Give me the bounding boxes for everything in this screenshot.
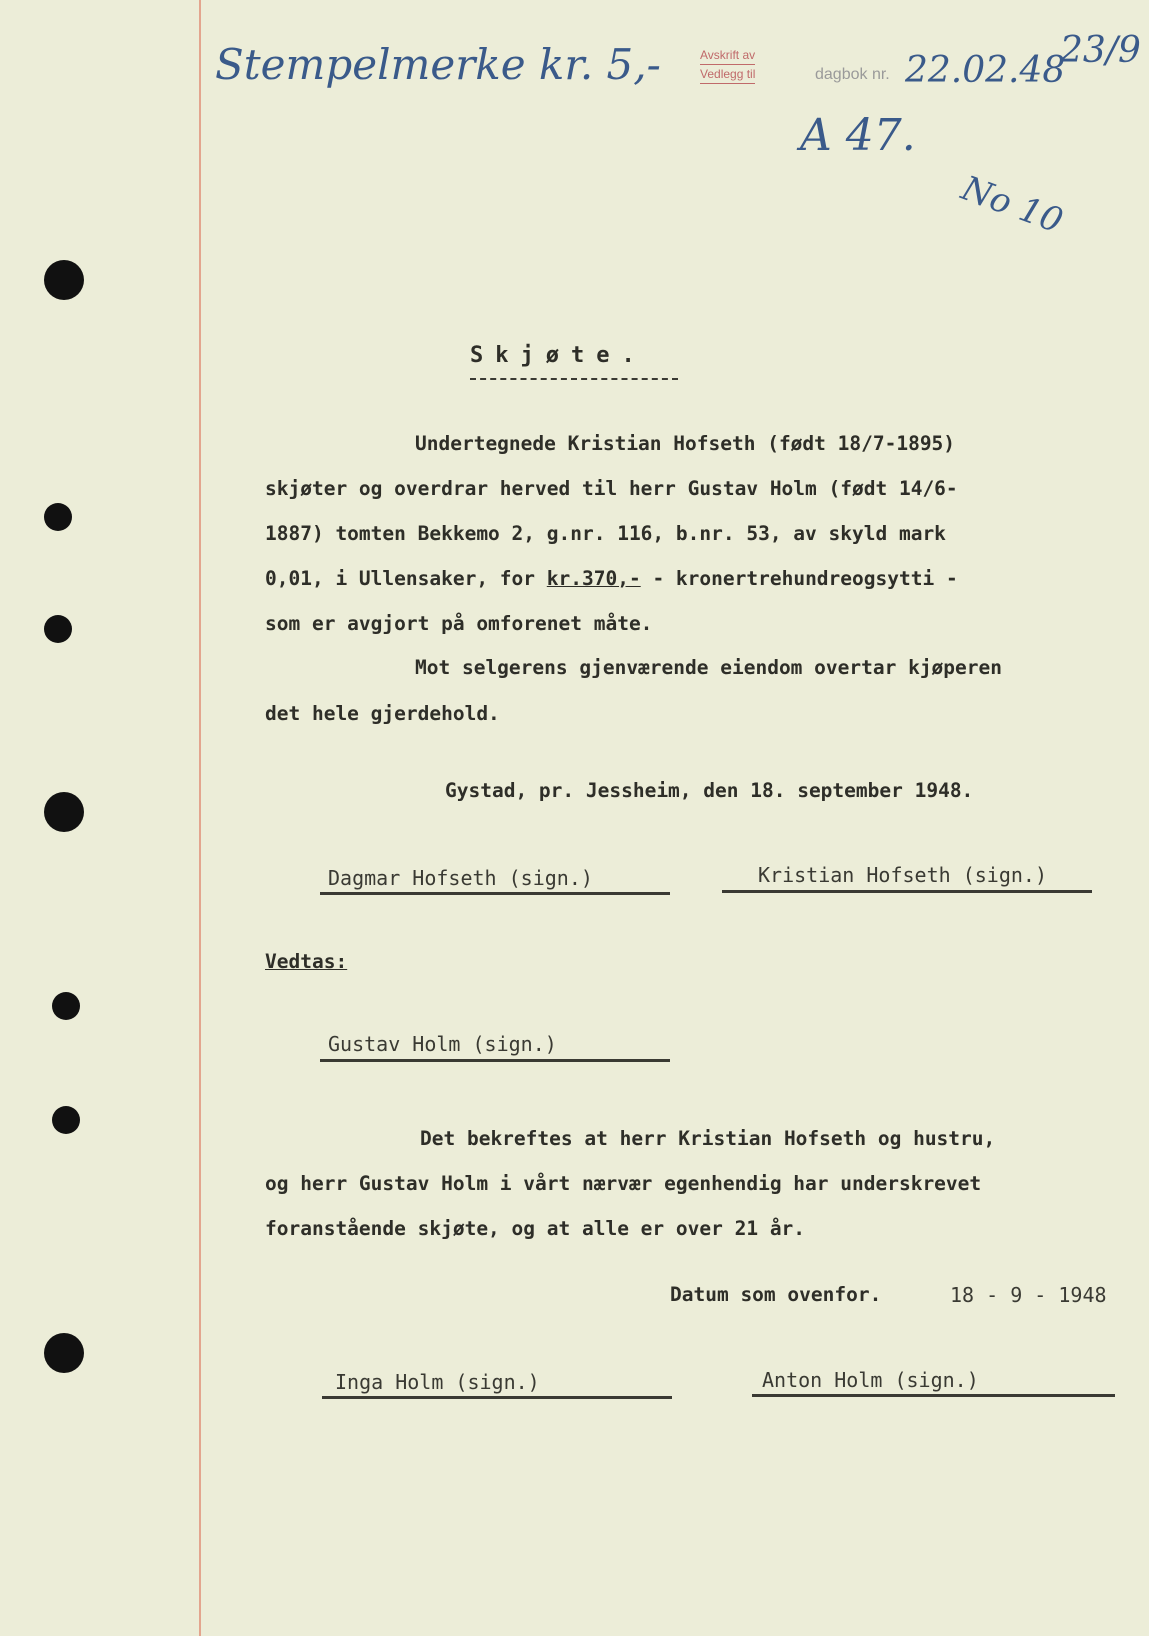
paragraph-line: skjøter og overdrar herved til herr Gustav Holm (født 14/6- (265, 477, 958, 500)
handwritten-date: 22.02.48 (905, 50, 1066, 91)
signature-line (320, 892, 670, 895)
paragraph-line: 1887) tomten Bekkemo 2, g.nr. 116, b.nr. 53, av skyld mark (265, 522, 946, 545)
paragraph-line: Mot selgerens gjenværende eiendom overtar kjøperen (415, 656, 1002, 679)
punch-hole (44, 503, 72, 531)
handwritten-number: No 10 (956, 168, 1068, 242)
margin-line (199, 0, 201, 1636)
punch-hole (44, 792, 84, 832)
paragraph-line (265, 567, 958, 590)
punch-hole (44, 1333, 84, 1373)
price-words: - kronertrehundreogsytti - (640, 567, 958, 590)
paragraph-line: det hele gjerdehold. (265, 702, 500, 725)
handwritten-reference: 23/9 (1060, 30, 1141, 71)
signature-seller-2: Kristian Hofseth (sign.) (758, 863, 1047, 887)
signature-witness-1: Inga Holm (sign.) (335, 1370, 540, 1394)
punch-hole (52, 1106, 80, 1134)
signature-line (320, 1059, 670, 1062)
title-underline (470, 378, 678, 380)
paragraph-text: 0,01, i Ullensaker, for (265, 567, 536, 590)
place-date: Gystad, pr. Jessheim, den 18. september 1948. (445, 779, 974, 802)
handwritten-stamp-note: Stempelmerke kr. 5,- (215, 40, 661, 89)
paragraph-line: Undertegnede Kristian Hofseth (født 18/7-1895) (415, 432, 956, 455)
paragraph-line: som er avgjort på omforenet måte. (265, 612, 653, 635)
stamp-line-attachment: Vedlegg til (700, 65, 755, 84)
signature-line (752, 1394, 1115, 1397)
paragraph-line: foranstående skjøte, og at alle er over 21 år. (265, 1217, 806, 1240)
stamp-dagbok: dagbok nr. (815, 66, 890, 83)
accepted-label: Vedtas: (265, 950, 348, 973)
punch-hole (52, 992, 80, 1020)
handwritten-a-number: A 47. (800, 110, 916, 161)
signature-line (322, 1396, 672, 1399)
document-title: Skjøte. (470, 343, 647, 368)
signature-line (722, 890, 1092, 893)
datum-value: 18 - 9 - 1948 (950, 1283, 1107, 1307)
paragraph-line: Det bekreftes at herr Kristian Hofseth og hustru, (420, 1127, 996, 1150)
price-amount: kr.370,- (546, 567, 641, 590)
signature-witness-2: Anton Holm (sign.) (762, 1368, 979, 1392)
copy-stamp (700, 46, 755, 84)
stamp-line-copy: Avskrift av (700, 46, 755, 65)
punch-hole (44, 615, 72, 643)
punch-hole (44, 260, 84, 300)
datum-label: Datum som ovenfor. (670, 1283, 882, 1306)
signature-buyer: Gustav Holm (sign.) (328, 1032, 557, 1056)
paragraph-line: og herr Gustav Holm i vårt nærvær egenhendig har underskrevet (265, 1172, 982, 1195)
signature-seller-1: Dagmar Hofseth (sign.) (328, 866, 593, 890)
